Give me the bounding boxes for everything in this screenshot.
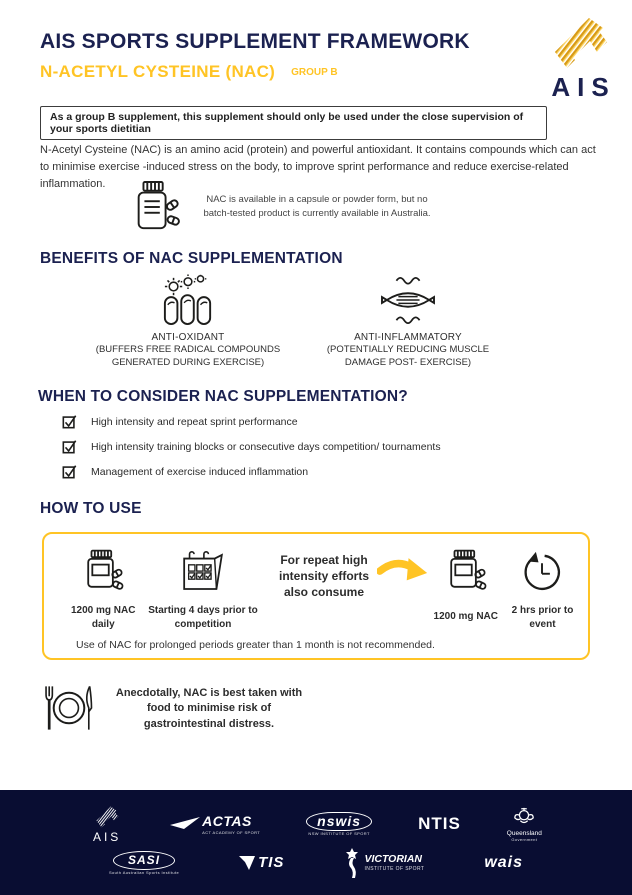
how-step-label: 1200 mg NAC daily — [71, 605, 136, 630]
checkbox-checked-icon — [62, 464, 77, 479]
clock-repeat-icon — [521, 551, 563, 593]
benefit-subtitle: (POTENTIALLY REDUCING MUSCLE DAMAGE POST- EXERCISE) — [326, 344, 490, 369]
benefit-title: ANTI-OXIDANT — [151, 332, 225, 343]
availability-row — [130, 180, 432, 234]
how-step-label: 2 hrs prior to event — [511, 605, 574, 630]
footer-logo-subtext: South Australian Sports Institute — [108, 870, 180, 876]
pill-bottle-icon — [130, 180, 180, 234]
footer-logo-label: nswis — [306, 812, 372, 831]
how-step-timing — [507, 548, 578, 631]
how-step-repeat-dose — [425, 548, 507, 624]
ais-footer-mark — [90, 804, 124, 830]
checklist-item — [62, 414, 441, 429]
benefit-antioxidant — [88, 272, 288, 370]
how-to-use-box — [42, 532, 590, 660]
group-badge: GROUP B — [291, 67, 338, 78]
how-step-start — [144, 548, 261, 631]
footer-logo-actas — [170, 813, 260, 836]
checklist-item — [62, 464, 441, 479]
page-title: AIS SPORTS SUPPLEMENT FRAMEWORK — [40, 30, 470, 53]
availability-note: NAC is available in a capsule or powder form, but no batch-tested product is currently available in Australia. — [203, 194, 431, 219]
footer-logo-label: NTIS — [418, 813, 461, 833]
footer-logo-label: TIS — [258, 853, 285, 871]
footer-logo-vic — [344, 848, 424, 878]
footer-logo-ntis — [418, 815, 461, 834]
footer-logo-subtext: NSW INSTITUTE OF SPORT — [308, 831, 370, 837]
pill-bottle-icon — [81, 549, 125, 595]
footer-logo-label: wais — [484, 854, 524, 872]
group-b-notice: As a group B supplement, this supplement should only be used under the close supervision of your sports dietitian — [40, 106, 547, 140]
checklist-label: High intensity and repeat sprint performance — [91, 415, 298, 428]
arrow-right-icon — [377, 556, 429, 590]
qld-crest-icon — [513, 806, 535, 828]
arrow-wrap — [377, 548, 429, 590]
food-note-text: Anecdotally, NAC is best taken with food to minimise risk of gastrointestinal distress. — [115, 687, 303, 730]
supplement-name: N-ACETYL CYSTEINE (NAC) — [40, 62, 276, 81]
pill-bottle-icon — [444, 549, 488, 595]
vic-figure-icon — [344, 848, 360, 878]
how-step-daily — [62, 548, 144, 631]
intro-paragraph: N-Acetyl Cysteine (NAC) is an amino acid (protein) and powerful antioxidant. It contains compounds which can act to minimise exercise -induced stress on the body, to improve sprint performance and reduce exercise-related inflammation. — [40, 144, 596, 191]
food-note-row — [42, 682, 304, 734]
when-heading: WHEN TO CONSIDER NAC SUPPLEMENTATION? — [38, 388, 408, 405]
how-step-label: 1200 mg NAC — [433, 611, 498, 622]
benefits-heading: BENEFITS OF NAC SUPPLEMENTATION — [40, 250, 343, 267]
ais-logo-mark — [541, 12, 619, 74]
footer-logo-label: VICTORIAN — [364, 853, 422, 866]
checklist-label: Management of exercise induced inflammation — [91, 465, 309, 478]
benefit-subtitle: (BUFFERS FREE RADICAL COMPOUNDS GENERATED DURING EXERCISE) — [95, 344, 281, 369]
ais-logo — [541, 12, 619, 103]
benefit-title: ANTI-INFLAMMATORY — [354, 332, 462, 343]
actas-swoosh-icon — [170, 815, 200, 833]
footer-logo-ais — [90, 804, 124, 844]
footer-logo-label: SASI — [113, 851, 175, 870]
benefit-antiinflammatory — [308, 272, 508, 370]
footer-logo-subtext: INSTITUTE OF SPORT — [364, 865, 425, 872]
plate-cutlery-icon — [42, 682, 96, 734]
footer-logo-label: AIS — [92, 830, 122, 844]
footer-logo-sasi — [109, 851, 179, 876]
footer-logo-wais — [484, 854, 523, 872]
footer-logo-label: Queensland — [506, 829, 542, 837]
checklist-label: High intensity training blocks or consecutive days competition/ tournaments — [91, 440, 441, 453]
checklist-item — [62, 439, 441, 454]
footer-logo-subtext: ACT ACADEMY OF SPORT — [202, 830, 261, 836]
repeat-efforts-callout: For repeat high intensity efforts also consume — [279, 553, 370, 600]
checkbox-checked-icon — [62, 414, 77, 429]
how-heading: HOW TO USE — [40, 500, 142, 517]
calendar-icon — [177, 549, 229, 595]
capsules-gears-icon — [157, 274, 219, 326]
tis-swoosh-icon — [239, 854, 255, 872]
footer-logo-label: ACTAS — [202, 812, 252, 829]
prolonged-use-note: Use of NAC for prolonged periods greater than 1 month is not recommended. — [76, 639, 435, 651]
footer-logo-tis — [239, 854, 284, 872]
footer-logo-qld — [507, 806, 542, 843]
page-subtitle-row — [40, 62, 338, 82]
footer-logo-subtext: Government — [511, 836, 538, 842]
when-checklist — [62, 414, 441, 489]
partner-footer — [0, 790, 632, 895]
checkbox-checked-icon — [62, 439, 77, 454]
footer-logo-nswis — [306, 812, 372, 837]
ais-logo-text: AIS — [551, 72, 616, 102]
muscle-waves-icon — [377, 274, 439, 326]
how-step-label: Starting 4 days prior to competition — [148, 605, 258, 630]
